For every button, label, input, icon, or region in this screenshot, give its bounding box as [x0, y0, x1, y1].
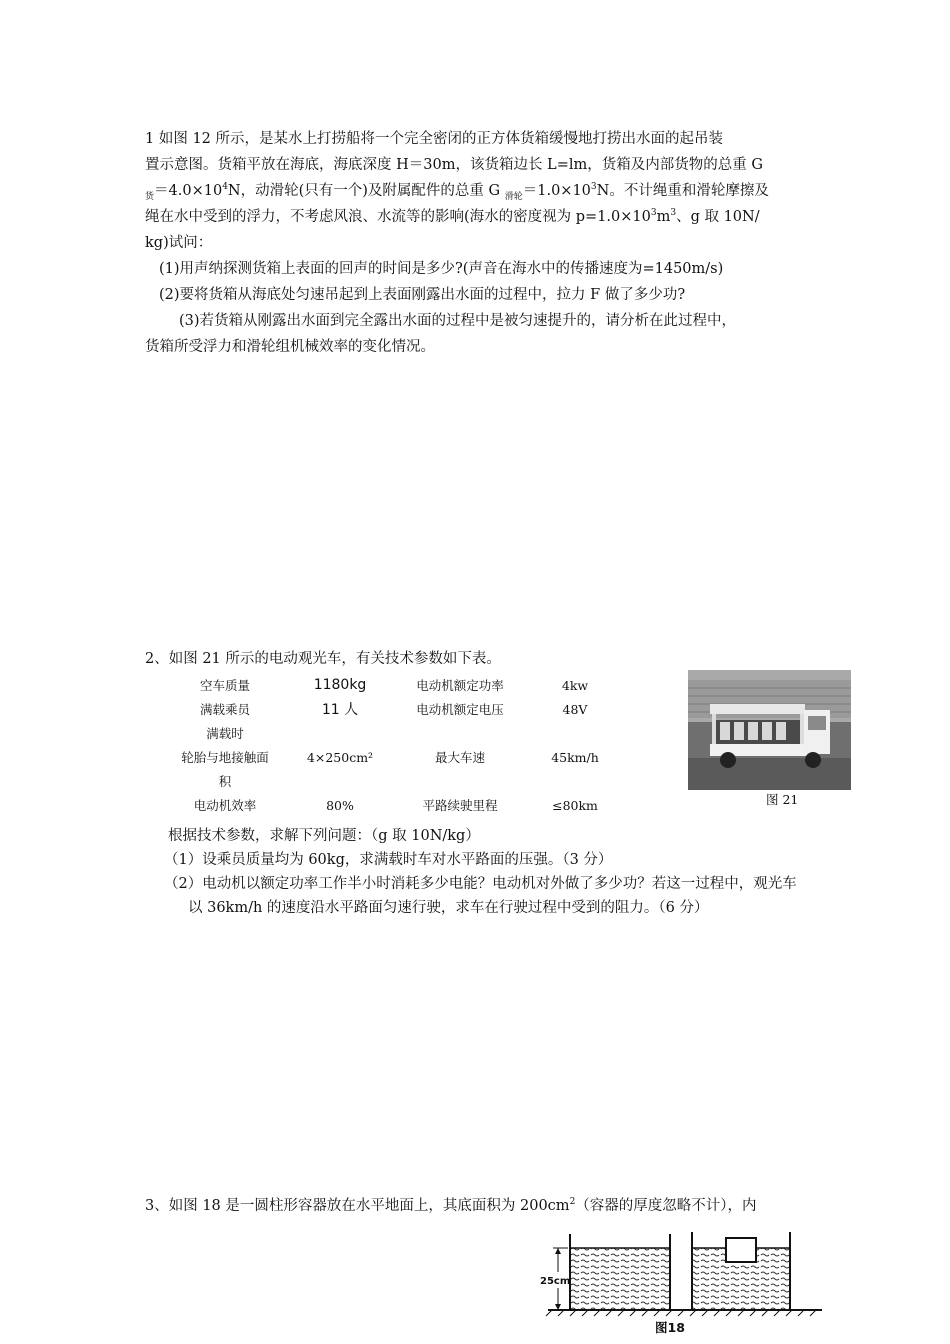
- table-row: 满载时: [206, 726, 244, 741]
- q1-line-2: 置示意图。货箱平放在海底，海底深度 H＝30m，该货箱边长 L=lm，货箱及内部货物的总重 G: [145, 157, 763, 173]
- figure-18-containers: [540, 1228, 830, 1336]
- question-3-text: 3、如图 18 是一圆柱形容器放在水平地面上，其底面积为 $200cm^2$（容器的厚度忽略不计），内: [145, 1197, 757, 1214]
- q2-prompt: 根据技术参数，求解下列问题：（g 取 10N/kg）: [168, 828, 480, 844]
- figure-18-height-label: 25cm: [540, 1276, 571, 1287]
- table-row: 空车质量 1180kg 电动机额定功率 4kw: [199, 677, 589, 693]
- q1-subquestion-3-cont: 货箱所受浮力和滑轮组机械效率的变化情况。: [145, 339, 435, 355]
- figure-21-caption: 图 21: [766, 792, 799, 807]
- spec-table: [160, 673, 620, 817]
- table-row: 电动机效率 80% 平路续驶里程 ≤80km: [193, 797, 598, 813]
- q2-subquestion-1: （1）设乘员质量均为 60kg，求满载时车对水平路面的压强。（3 分）: [164, 852, 613, 868]
- question-1: [145, 126, 810, 360]
- question-2-intro: 2、如图 21 所示的电动观光车，有关技术参数如下表。: [145, 651, 501, 667]
- table-row: 积: [218, 774, 232, 789]
- q2-subquestion-2: （2）电动机以额定功率工作半小时消耗多少电能？电动机对外做了多少功？若这一过程中，观光车以 36km/h 的速度沿水平路面匀速行驶，求车在行驶过程中受到的阻力。（6 分）: [164, 876, 797, 916]
- question-2-body: [164, 824, 808, 920]
- table-row: 满载乘员 11 人 电动机额定电压 48V: [199, 701, 588, 718]
- q1-subquestion-1: (1)用声纳探测货箱上表面的回声的时间是多少?(声音在海水中的传播速度为=1450m/s): [159, 261, 724, 277]
- q1-subquestion-3: (3)若货箱从刚露出水面到完全露出水面的过程中是被匀速提升的，请分析在此过程中，: [179, 313, 737, 329]
- table-row: 轮胎与地接触面 4×250cm² 最大车速 45km/h: [181, 749, 599, 765]
- q1-line-1: 1 如图 12 所示，是某水上打捞船将一个完全密闭的正方体货箱缓慢地打捞出水面的起吊装: [145, 131, 723, 147]
- q1-line-4: 绳在水中受到的浮力，不考虑风浪、水流等的影响(海水的密度视为 $p=1.0\times 10^3m^3$、g 取 10N/: [145, 208, 760, 225]
- q1-subquestion-2: (2)要将货箱从海底处匀速吊起到上表面刚露出水面的过程中，拉力 F 做了多少功?: [159, 287, 686, 303]
- sightseeing-car-photo: [688, 670, 851, 790]
- q1-line-3: $_货=4.0\times 10^4N$，动滑轮(只有一个)及附属配件的总重 G $_{滑轮}=1.0\times 10^3N$。不计绳重和滑轮摩擦及: [145, 182, 769, 202]
- q1-sub-huo: 货: [145, 191, 155, 202]
- figure-18-caption: 图18: [655, 1320, 685, 1335]
- q1-line-5: kg)试问：: [145, 235, 213, 251]
